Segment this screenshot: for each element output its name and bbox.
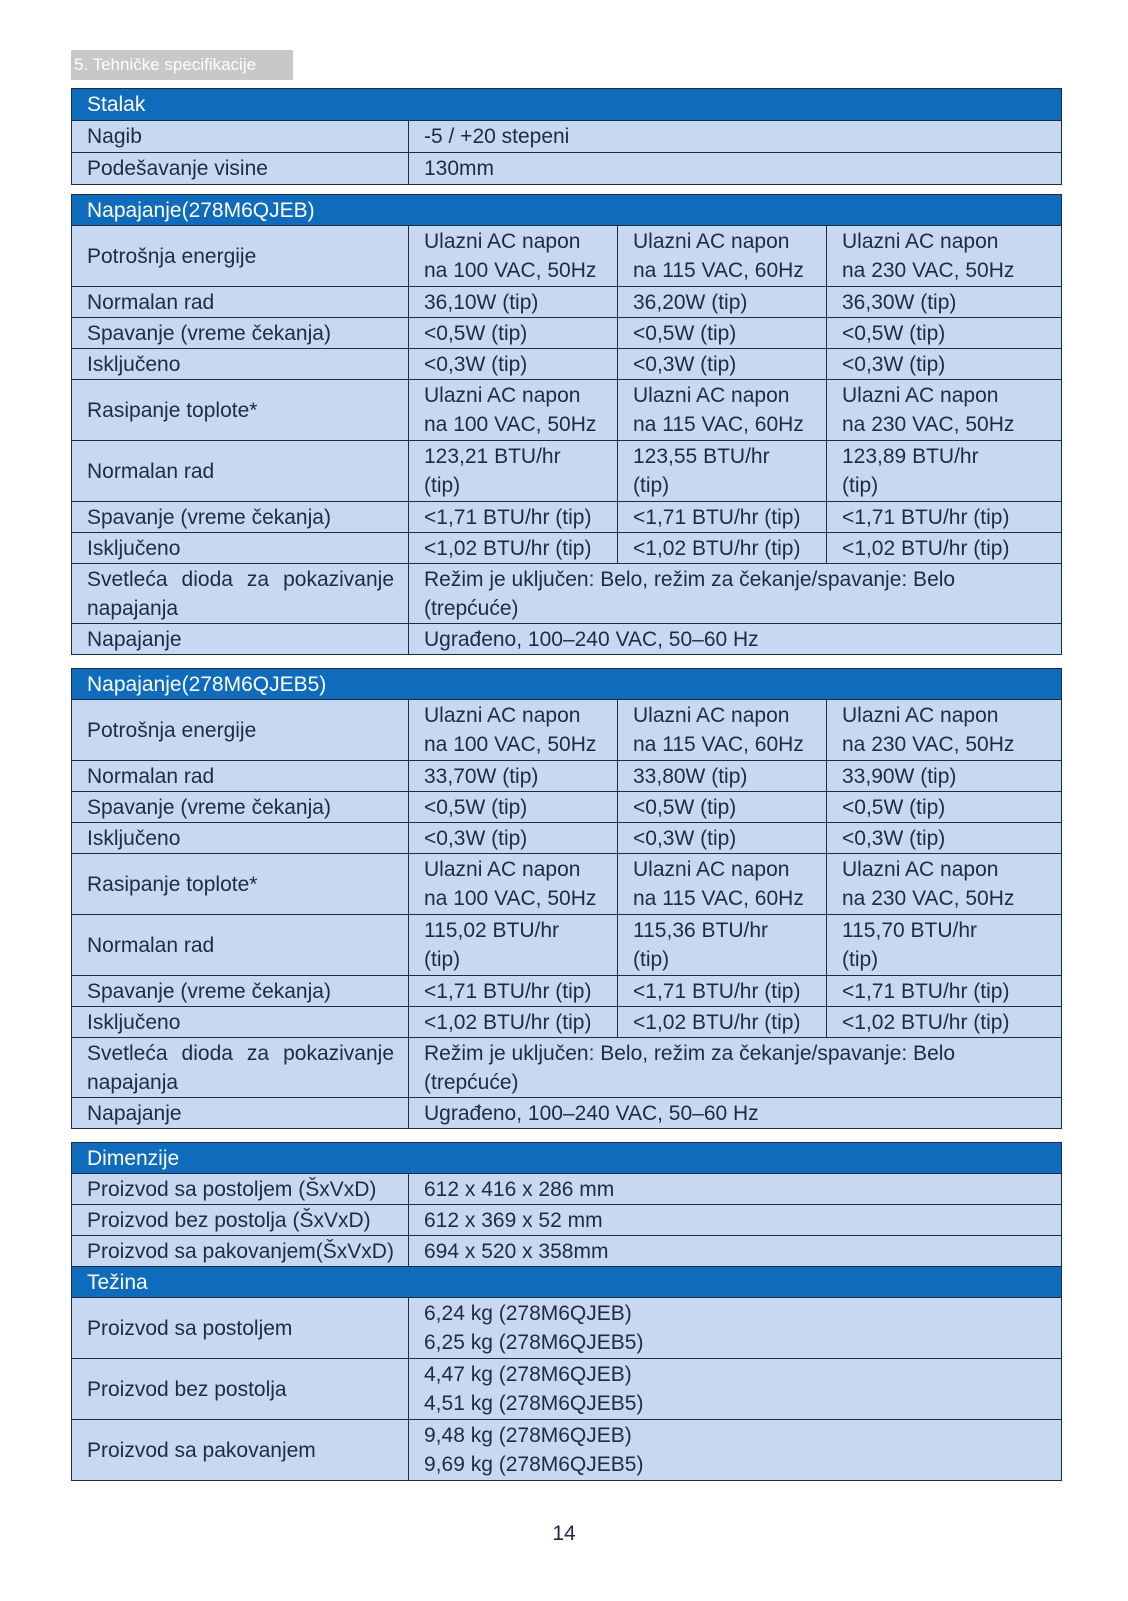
row-value: 612 x 416 x 286 mm <box>409 1174 1062 1205</box>
section-title: 5. Tehničke specifikacije <box>71 50 293 80</box>
condition-cell: Ulazni AC napon na 115 VAC, 60Hz <box>618 700 827 761</box>
row-value: <0,3W (tip) <box>827 823 1062 854</box>
row-value: <0,3W (tip) <box>409 349 618 380</box>
row-value: <1,02 BTU/hr (tip) <box>409 1007 618 1038</box>
row-value: 4,47 kg (278M6QJEB) 4,51 kg (278M6QJEB5) <box>409 1359 1062 1420</box>
condition-cell: Ulazni AC napon na 230 VAC, 50Hz <box>827 226 1062 287</box>
row-value: <0,5W (tip) <box>409 792 618 823</box>
row-value: 123,21 BTU/hr (tip) <box>409 441 618 502</box>
consumption-label: Potrošnja energije <box>72 700 409 761</box>
row-value: <1,02 BTU/hr (tip) <box>827 1007 1062 1038</box>
row-value: -5 / +20 stepeni <box>409 121 1062 153</box>
row-value: 9,48 kg (278M6QJEB) 9,69 kg (278M6QJEB5) <box>409 1420 1062 1481</box>
power-header: Napajanje(278M6QJEB5) <box>72 669 1062 700</box>
row-value: <0,5W (tip) <box>827 318 1062 349</box>
row-label: Proizvod sa pakovanjem(ŠxVxD) <box>72 1236 409 1267</box>
row-value: <1,71 BTU/hr (tip) <box>827 976 1062 1007</box>
row-label: Isključeno <box>72 1007 409 1038</box>
row-value: 115,36 BTU/hr (tip) <box>618 915 827 976</box>
power-header: Napajanje(278M6QJEB) <box>72 195 1062 226</box>
condition-cell: Ulazni AC napon na 100 VAC, 50Hz <box>409 226 618 287</box>
heat-label: Rasipanje toplote* <box>72 380 409 441</box>
row-value: <1,02 BTU/hr (tip) <box>618 1007 827 1038</box>
row-value: <1,02 BTU/hr (tip) <box>827 533 1062 564</box>
row-label: Spavanje (vreme čekanja) <box>72 318 409 349</box>
led-label: Svetleća dioda za pokazivanje napajanja <box>72 564 409 624</box>
row-value: 33,70W (tip) <box>409 761 618 792</box>
row-label: Spavanje (vreme čekanja) <box>72 502 409 533</box>
row-value: Ugrađeno, 100–240 VAC, 50–60 Hz <box>409 1098 1062 1129</box>
row-label: Normalan rad <box>72 915 409 976</box>
row-label: Nagib <box>72 121 409 153</box>
row-value: <1,02 BTU/hr (tip) <box>618 533 827 564</box>
row-label: Isključeno <box>72 349 409 380</box>
condition-cell: Ulazni AC napon na 230 VAC, 50Hz <box>827 380 1062 441</box>
row-label: Napajanje <box>72 624 409 655</box>
row-label: Isključeno <box>72 533 409 564</box>
row-value: <0,5W (tip) <box>618 792 827 823</box>
row-label: Proizvod sa pakovanjem <box>72 1420 409 1481</box>
row-value: 33,80W (tip) <box>618 761 827 792</box>
stand-header: Stalak <box>72 89 1062 121</box>
row-label: Isključeno <box>72 823 409 854</box>
row-label: Spavanje (vreme čekanja) <box>72 976 409 1007</box>
row-label: Proizvod bez postolja <box>72 1359 409 1420</box>
row-value: <1,02 BTU/hr (tip) <box>409 533 618 564</box>
dimensions-header: Dimenzije <box>72 1143 1062 1174</box>
row-value: <0,3W (tip) <box>827 349 1062 380</box>
row-value: 36,20W (tip) <box>618 287 827 318</box>
row-value: <0,3W (tip) <box>618 349 827 380</box>
heat-label: Rasipanje toplote* <box>72 854 409 915</box>
weight-header: Težina <box>72 1267 1062 1298</box>
condition-cell: Ulazni AC napon na 100 VAC, 50Hz <box>409 854 618 915</box>
row-value: 115,02 BTU/hr (tip) <box>409 915 618 976</box>
condition-cell: Ulazni AC napon na 100 VAC, 50Hz <box>409 380 618 441</box>
row-value: <0,3W (tip) <box>409 823 618 854</box>
row-value: <0,3W (tip) <box>618 823 827 854</box>
condition-cell: Ulazni AC napon na 115 VAC, 60Hz <box>618 380 827 441</box>
row-value: 36,30W (tip) <box>827 287 1062 318</box>
condition-cell: Ulazni AC napon na 115 VAC, 60Hz <box>618 854 827 915</box>
row-label: Proizvod sa postoljem (ŠxVxD) <box>72 1174 409 1205</box>
condition-cell: Ulazni AC napon na 230 VAC, 50Hz <box>827 700 1062 761</box>
row-label: Podešavanje visine <box>72 153 409 185</box>
row-value: 6,24 kg (278M6QJEB) 6,25 kg (278M6QJEB5) <box>409 1298 1062 1359</box>
led-value: Režim je uključen: Belo, režim za čekanje/spavanje: Belo (trepćuće) <box>409 564 1062 624</box>
row-value: <1,71 BTU/hr (tip) <box>618 502 827 533</box>
row-label: Spavanje (vreme čekanja) <box>72 792 409 823</box>
row-label: Proizvod bez postolja (ŠxVxD) <box>72 1205 409 1236</box>
power-table-278M6QJEB <box>71 194 1062 655</box>
row-value: <1,71 BTU/hr (tip) <box>618 976 827 1007</box>
row-value: <0,5W (tip) <box>827 792 1062 823</box>
condition-cell: Ulazni AC napon na 100 VAC, 50Hz <box>409 700 618 761</box>
dimensions-weight-table <box>71 1142 1062 1481</box>
stand-table <box>71 88 1062 185</box>
consumption-label: Potrošnja energije <box>72 226 409 287</box>
row-value: 123,89 BTU/hr (tip) <box>827 441 1062 502</box>
row-value: Ugrađeno, 100–240 VAC, 50–60 Hz <box>409 624 1062 655</box>
row-value: 130mm <box>409 153 1062 185</box>
row-value: 36,10W (tip) <box>409 287 618 318</box>
row-label: Normalan rad <box>72 761 409 792</box>
led-label: Svetleća dioda za pokazivanje napajanja <box>72 1038 409 1098</box>
page-number: 14 <box>552 1522 576 1545</box>
row-value: 33,90W (tip) <box>827 761 1062 792</box>
row-label: Normalan rad <box>72 287 409 318</box>
row-value: <1,71 BTU/hr (tip) <box>409 976 618 1007</box>
row-value: <0,5W (tip) <box>618 318 827 349</box>
row-label: Proizvod sa postoljem <box>72 1298 409 1359</box>
row-value: 115,70 BTU/hr (tip) <box>827 915 1062 976</box>
row-value: <1,71 BTU/hr (tip) <box>827 502 1062 533</box>
power-table-278M6QJEB5 <box>71 668 1062 1129</box>
row-label: Napajanje <box>72 1098 409 1129</box>
row-value: 694 x 520 x 358mm <box>409 1236 1062 1267</box>
condition-cell: Ulazni AC napon na 115 VAC, 60Hz <box>618 226 827 287</box>
row-value: 123,55 BTU/hr (tip) <box>618 441 827 502</box>
row-value: 612 x 369 x 52 mm <box>409 1205 1062 1236</box>
row-value: <1,71 BTU/hr (tip) <box>409 502 618 533</box>
led-value: Režim je uključen: Belo, režim za čekanje/spavanje: Belo (trepćuće) <box>409 1038 1062 1098</box>
row-value: <0,5W (tip) <box>409 318 618 349</box>
row-label: Normalan rad <box>72 441 409 502</box>
condition-cell: Ulazni AC napon na 230 VAC, 50Hz <box>827 854 1062 915</box>
